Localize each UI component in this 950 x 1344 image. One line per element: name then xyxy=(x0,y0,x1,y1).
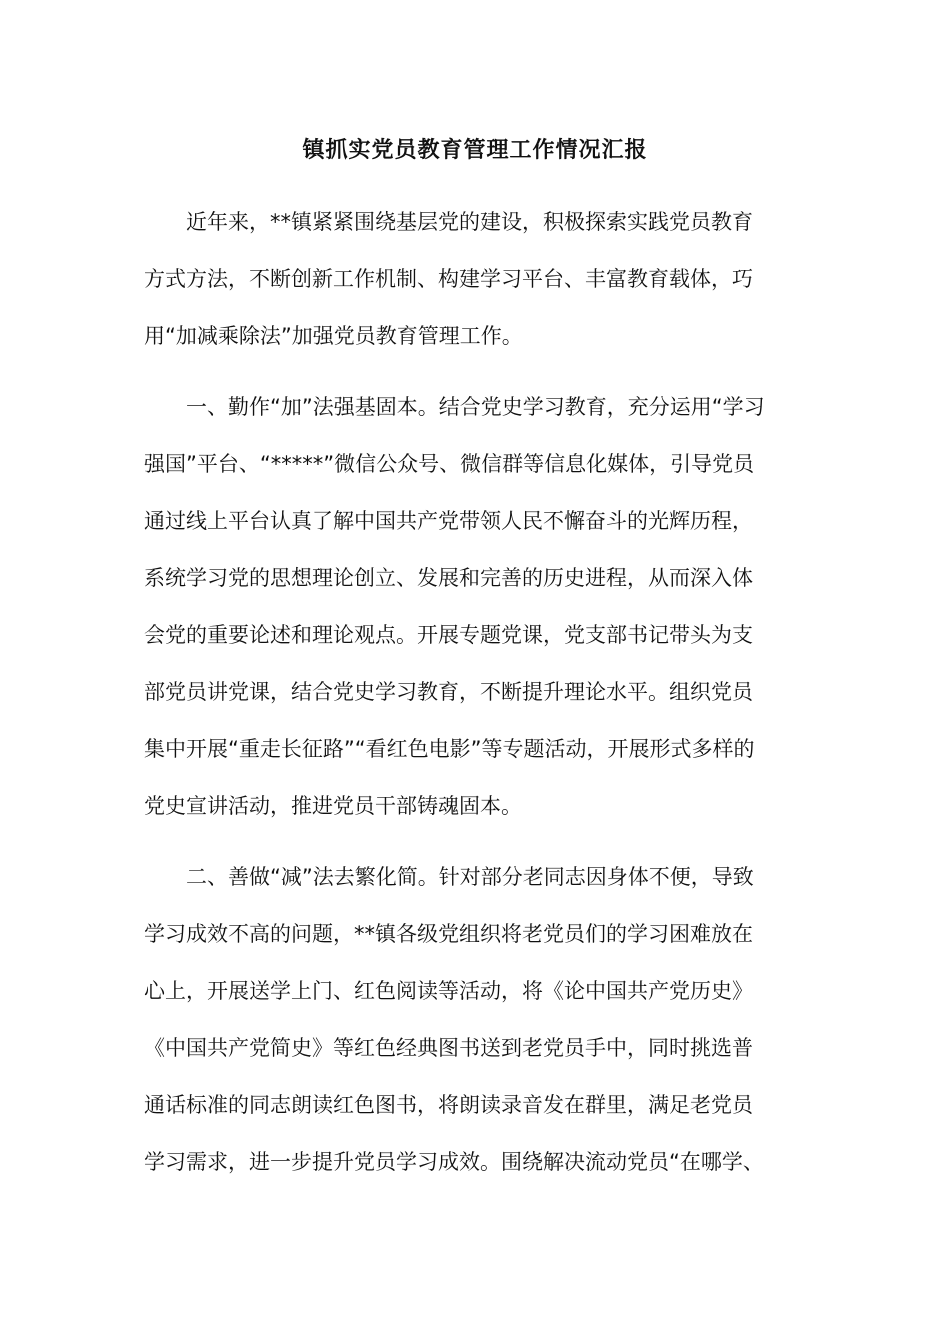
paragraph-line: 《中国共产党简史》等红色经典图书送到老党员手中，同时挑选普 xyxy=(144,1036,753,1060)
document-title: 镇抓实党员教育管理工作情况汇报 xyxy=(302,138,648,163)
paragraph-line: 学习成效不高的问题，**镇各级党组织将老党员们的学习困难放在 xyxy=(144,922,753,946)
paragraph-line: 集中开展“重走长征路”“看红色电影”等专题活动，开展形式多样的 xyxy=(144,737,755,761)
paragraph-line: 会党的重要论述和理论观点。开展专题党课，党支部书记带头为支 xyxy=(144,623,753,647)
paragraph-line: 二、善做“减”法去繁化简。针对部分老同志因身体不便，导致 xyxy=(144,865,754,889)
paragraph-line: 心上，开展送学上门、红色阅读等活动，将《论中国共产党历史》 xyxy=(144,979,753,1003)
paragraph-line: 学习需求，进一步提升党员学习成效。围绕解决流动党员“在哪学、 xyxy=(144,1150,764,1174)
paragraph-line: 部党员讲党课，结合党史学习教育，不断提升理论水平。组织党员 xyxy=(144,680,753,704)
paragraph-line: 强国”平台、“*****”微信公众号、微信群等信息化媒体，引导党员 xyxy=(144,452,755,476)
paragraph-line: 近年来，**镇紧紧围绕基层党的建设，积极探索实践党员教育 xyxy=(144,210,753,234)
paragraph-line: 用“加减乘除法”加强党员教育管理工作。 xyxy=(144,324,523,348)
paragraph-line: 方式方法，不断创新工作机制、构建学习平台、丰富教育载体，巧 xyxy=(144,267,753,291)
paragraph-line: 党史宣讲活动，推进党员干部铸魂固本。 xyxy=(144,794,522,818)
paragraph-line: 通话标准的同志朗读红色图书，将朗读录音发在群里，满足老党员 xyxy=(144,1093,753,1117)
paragraph-line: 系统学习党的思想理论创立、发展和完善的历史进程，从而深入体 xyxy=(144,566,753,590)
paragraph-line: 一、勤作“加”法强基固本。结合党史学习教育，充分运用“学习 xyxy=(144,395,765,419)
paragraph-line: 通过线上平台认真了解中国共产党带领人民不懈奋斗的光辉历程， xyxy=(144,509,753,533)
